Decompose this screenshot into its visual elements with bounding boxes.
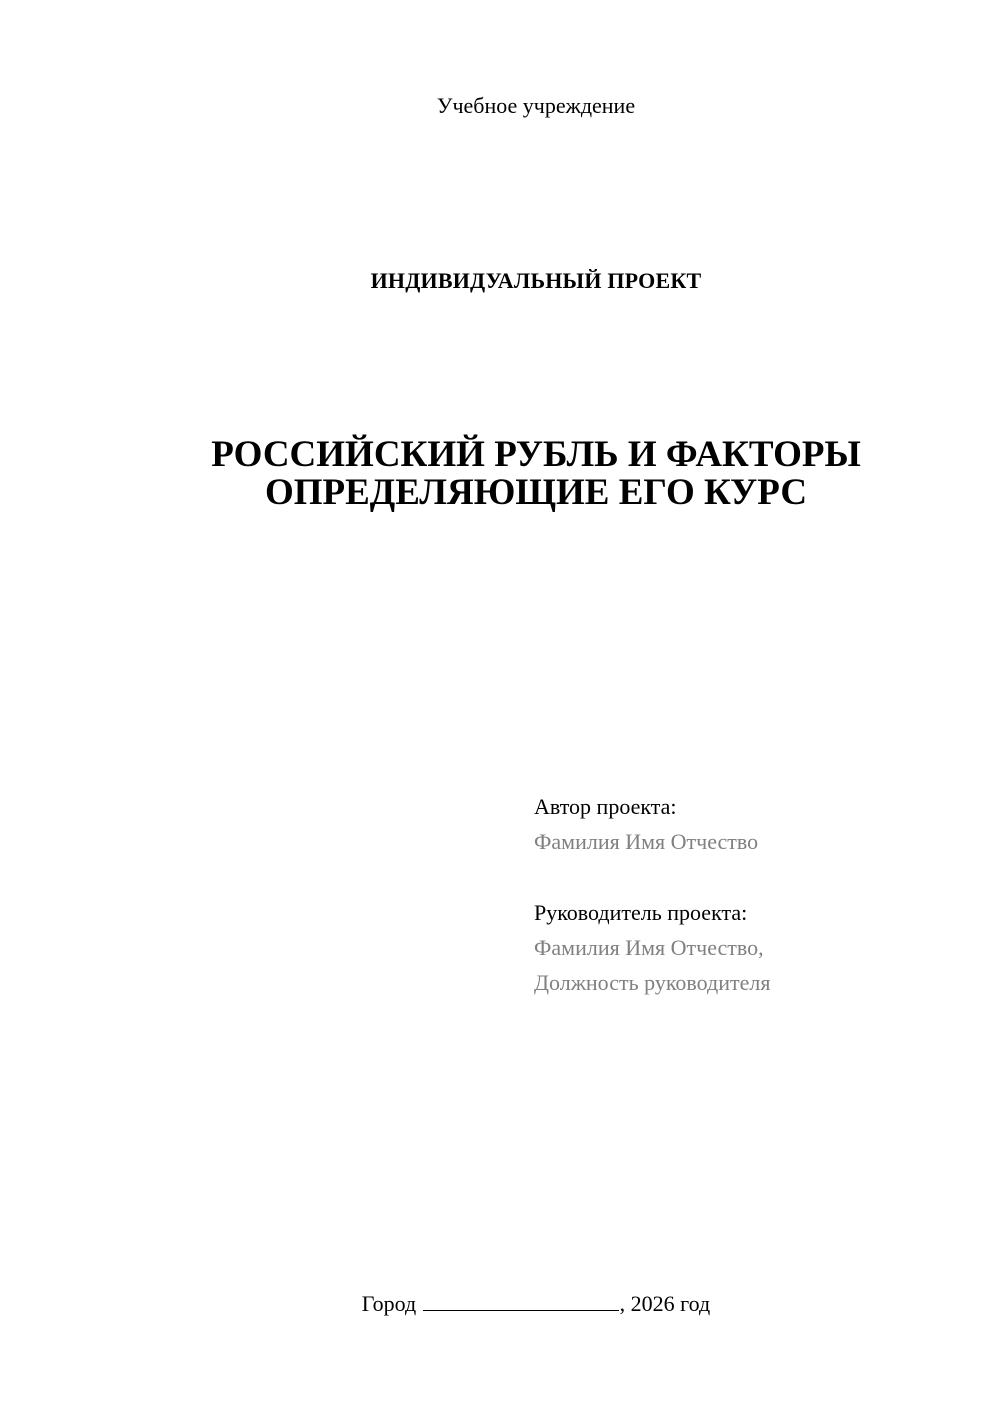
supervisor-name: Фамилия Имя Отчество, [534, 935, 764, 960]
city-blank-line [423, 1290, 619, 1311]
institution-name: Учебное учреждение [436, 93, 636, 118]
document-title [0, 436, 1000, 512]
footer-city-year [0, 1290, 1000, 1318]
document-title-line-2: ОПРЕДЕЛЯЮЩИЕ ЕГО КУРС [264, 472, 808, 513]
author-name: Фамилия Имя Отчество [534, 829, 759, 854]
supervisor-position: Должность руководителя [534, 970, 771, 995]
credits-spacer [534, 859, 974, 895]
supervisor-label: Руководитель проекта: [534, 900, 748, 925]
city-label: Город [361, 1291, 417, 1316]
year-text: , 2026 год [619, 1291, 711, 1316]
credits-block [534, 789, 974, 1000]
document-type: ИНДИВИДУАЛЬНЫЙ ПРОЕКТ [370, 268, 702, 293]
author-label: Автор проекта: [534, 794, 677, 819]
document-title-line-1: РОССИЙСКИЙ РУБЛЬ И ФАКТОРЫ [211, 434, 861, 475]
